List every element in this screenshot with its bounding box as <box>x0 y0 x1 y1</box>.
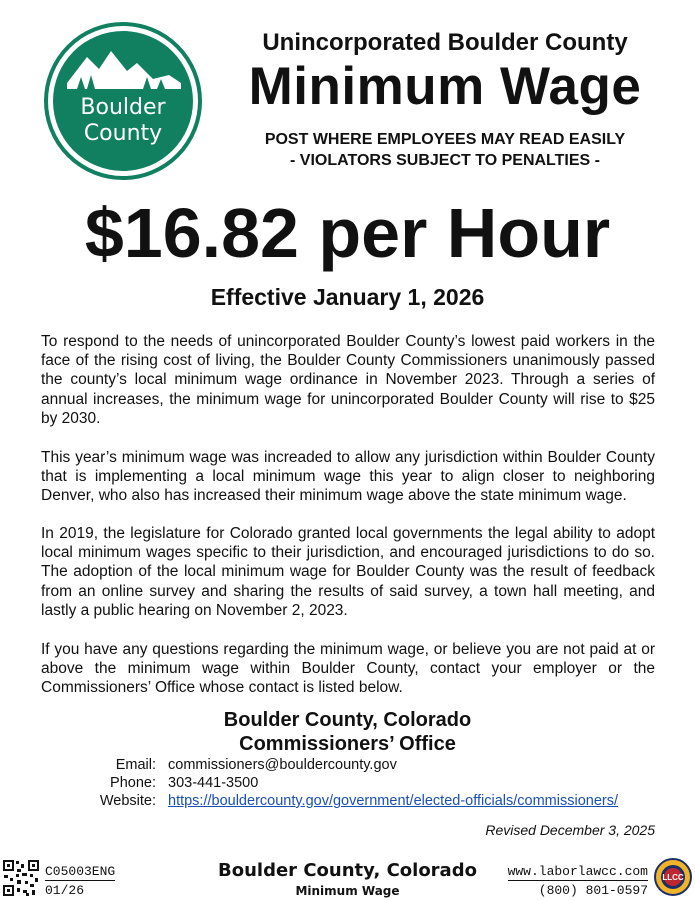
logo-line-1: Boulder <box>80 95 166 120</box>
boulder-county-logo <box>44 22 202 180</box>
website-link[interactable]: https://bouldercounty.gov/government/elected-officials/commissioners/ <box>168 793 618 809</box>
email-label: Email: <box>115 757 156 773</box>
publisher-website[interactable]: www.laborlawcc.com <box>507 864 648 879</box>
contact-title-1: Boulder County, Colorado <box>223 709 472 731</box>
body-paragraph-2: This year’s minimum wage was increaded to allow any jurisdiction within Boulder County that is implementing a local minimum wage this year to align closer to neighboring Denver, who also has increased their minimum wage above the state minimum wage. <box>41 449 655 505</box>
effective-date: Effective January 1, 2026 <box>210 284 485 310</box>
logo-line-2: County <box>83 121 163 146</box>
poster-code: C05003ENG <box>45 864 116 879</box>
wage-rate: $16.82 per Hour <box>84 194 611 272</box>
poster-date: 01/26 <box>45 883 85 898</box>
seal-text: LLCC <box>662 873 684 882</box>
email-value: commissioners@bouldercounty.gov <box>168 757 397 773</box>
publisher-phone: (800) 801-0597 <box>538 883 648 898</box>
penalty-notice: - VIOLATORS SUBJECT TO PENALTIES - <box>290 152 600 169</box>
labor-law-seal-icon <box>654 858 692 896</box>
phone-label: Phone: <box>110 775 156 791</box>
revised-date: Revised December 3, 2025 <box>485 822 655 838</box>
body-paragraph-4: If you have any questions regarding the minimum wage, or believe you are not paid at or above the minimum wage within Boulder County, contact your employer or the Commissioners’ Office whose contact is listed below. <box>41 641 655 697</box>
footer-subtitle: Minimum Wage <box>295 884 400 898</box>
posting-notice: POST WHERE EMPLOYEES MAY READ EASILY <box>264 131 626 148</box>
page-title: Minimum Wage <box>248 57 642 116</box>
contact-title-2: Commissioners’ Office <box>239 733 456 755</box>
body-paragraph-3: In 2019, the legislature for Colorado granted local governments the legal ability to adopt local minimum wages specific to their jurisdiction, and encouraged jurisdictions to do so. The adoption of the local minimum wage for Boulder County was the result of feedback from an online survey and sharing the results of said survey, a town hall meeting, and lastly a public hearing on November 2, 2023. <box>41 525 655 619</box>
logo-badge <box>53 31 193 171</box>
website-label: Website: <box>99 793 156 809</box>
body-paragraph-1: To respond to the needs of unincorporated Boulder County’s lowest paid workers in the face of the rising cost of living, the Boulder County Commissioners unanimously passed the county’s local minimum wage ordinance in November 2023. Through a series of annual increases, the minimum wage for unincorporated Boulder County will rise to $25 by 2030. <box>41 333 655 427</box>
header-subtitle: Unincorporated Boulder County <box>262 29 628 56</box>
footer-title: Boulder County, Colorado <box>218 860 477 881</box>
phone-value: 303-441-3500 <box>168 775 259 791</box>
